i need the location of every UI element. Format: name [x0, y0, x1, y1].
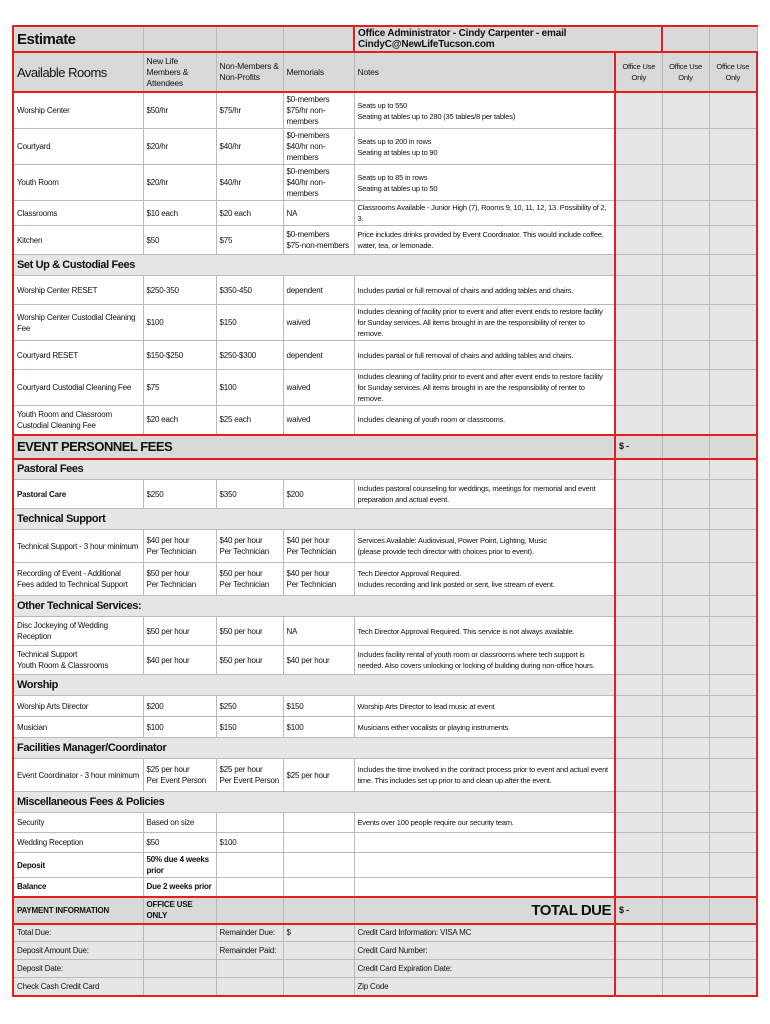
fee-nonmembers-cell: $50 per hour Per Technician	[216, 563, 283, 596]
office-use-only-label: OFFICE USE ONLY	[143, 897, 216, 924]
total-due-label: TOTAL DUE	[354, 897, 615, 924]
fee-row	[13, 341, 757, 370]
fee-nonmembers-cell: $25 per hour Per Event Person	[216, 759, 283, 792]
payment-row-4	[13, 978, 757, 996]
fee-row	[13, 696, 757, 717]
fee-notes-cell: Classrooms Available - Junior High (7), Rooms 9, 10, 11, 12, 13. Possibility of 2, 3.	[354, 201, 615, 226]
fee-notes-cell	[354, 833, 615, 853]
fee-members-cell: $40 per hour	[143, 646, 216, 675]
total-due-amount: $ -	[615, 897, 662, 924]
payment-header-row	[13, 897, 757, 924]
fee-name-cell: Worship Center RESET	[13, 276, 143, 305]
total-due-field[interactable]: Total Due:	[13, 924, 143, 942]
fee-nonmembers-cell: $50 per hour	[216, 617, 283, 646]
fee-memorials-cell: waived	[283, 370, 354, 406]
fee-members-cell: $50/hr	[143, 92, 216, 129]
fee-row	[13, 617, 757, 646]
fee-memorials-cell: $40 per hour Per Technician	[283, 530, 354, 563]
office-use-cell-2[interactable]	[662, 717, 709, 738]
col-members: New Life Members & Attendees	[143, 52, 216, 92]
office-use-cell-1[interactable]	[615, 878, 662, 897]
facilities-heading: Facilities Manager/Coordinator	[13, 738, 615, 759]
facilities-heading-row	[13, 738, 757, 759]
fee-nonmembers-cell: $40/hr	[216, 129, 283, 165]
office-use-cell-1[interactable]	[615, 370, 662, 406]
fee-notes-cell: Price includes drinks provided by Event Coordinator. This would include coffee, water, tea, or lemonade.	[354, 226, 615, 255]
office-use-cell-2[interactable]	[662, 878, 709, 897]
office-use-cell-3[interactable]	[709, 617, 757, 646]
fee-memorials-cell	[283, 853, 354, 878]
fee-notes-cell: Includes cleaning of facility prior to event and after event ends to restore facility for Sunday services. All items brought in are the responsibility of renter to remove.	[354, 370, 615, 406]
deposit-amount-field[interactable]: Deposit Amount Due:	[13, 942, 143, 960]
office-use-cell-1[interactable]	[615, 717, 662, 738]
payment-method-options[interactable]: Check Cash Credit Card	[13, 978, 143, 996]
fee-notes-cell	[354, 878, 615, 897]
office-use-cell-3[interactable]	[709, 563, 757, 596]
fee-memorials-cell: $0-members $40/hr non-members	[283, 129, 354, 165]
misc-heading-row	[13, 792, 757, 813]
fee-row	[13, 165, 757, 201]
col-office-use-2: Office Use Only	[662, 52, 709, 92]
office-use-cell-1[interactable]	[615, 696, 662, 717]
fee-name-cell: Youth Room and Classroom Custodial Cleaning Fee	[13, 406, 143, 435]
office-use-cell-2[interactable]	[662, 563, 709, 596]
office-use-cell-3[interactable]	[709, 92, 757, 129]
fee-nonmembers-cell: $25 each	[216, 406, 283, 435]
rooms-section	[13, 92, 757, 255]
fee-nonmembers-cell: $100	[216, 370, 283, 406]
fee-nonmembers-cell: $20 each	[216, 201, 283, 226]
fee-name-cell: Balance	[13, 878, 143, 897]
fee-memorials-cell: $0-members $40/hr non-members	[283, 165, 354, 201]
fee-memorials-cell	[283, 878, 354, 897]
office-use-cell-3[interactable]	[709, 129, 757, 165]
fee-name-cell: Worship Center	[13, 92, 143, 129]
fee-memorials-cell: $150	[283, 696, 354, 717]
office-use-cell-3[interactable]	[709, 406, 757, 435]
office-use-cell-3[interactable]	[709, 646, 757, 675]
office-use-cell-1[interactable]	[615, 617, 662, 646]
personnel-row	[13, 435, 757, 459]
office-use-cell-2[interactable]	[662, 276, 709, 305]
fee-notes-cell: Seats up to 550 Seating at tables up to 280 (35 tables/8 per tables)	[354, 92, 615, 129]
fee-row	[13, 530, 757, 563]
fee-notes-cell	[354, 853, 615, 878]
office-use-cell-3[interactable]	[709, 853, 757, 878]
office-use-cell-1[interactable]	[615, 92, 662, 129]
office-use-cell-3[interactable]	[709, 759, 757, 792]
estimate-sheet	[12, 25, 756, 997]
fee-name-cell: Deposit	[13, 853, 143, 878]
fee-notes-cell: Musicians either vocalists or playing instruments	[354, 717, 615, 738]
office-use-cell-2[interactable]	[662, 165, 709, 201]
fee-members-cell: $200	[143, 696, 216, 717]
technical-section	[13, 530, 757, 596]
office-use-cell-1[interactable]	[615, 226, 662, 255]
other-tech-section	[13, 617, 757, 675]
fee-row	[13, 833, 757, 853]
fee-row	[13, 226, 757, 255]
fee-row	[13, 646, 757, 675]
payment-row-1	[13, 924, 757, 942]
fee-name-cell: Disc Jockeying of Wedding Reception	[13, 617, 143, 646]
worship-section	[13, 696, 757, 738]
fee-members-cell: $40 per hour Per Technician	[143, 530, 216, 563]
fee-name-cell: Pastoral Care	[13, 480, 143, 509]
title-row	[13, 26, 757, 52]
fee-nonmembers-cell	[216, 878, 283, 897]
fee-members-cell: $50	[143, 833, 216, 853]
estimate-table	[12, 25, 758, 997]
column-header-row	[13, 52, 757, 92]
fee-row	[13, 305, 757, 341]
fee-notes-cell: Worship Arts Director to lead music at event	[354, 696, 615, 717]
pastoral-section	[13, 480, 757, 509]
office-use-cell-1[interactable]	[615, 759, 662, 792]
fee-memorials-cell: NA	[283, 201, 354, 226]
fee-name-cell: Kitchen	[13, 226, 143, 255]
office-use-cell-1[interactable]	[615, 341, 662, 370]
office-use-cell-3[interactable]	[709, 305, 757, 341]
worship-heading: Worship	[13, 675, 615, 696]
office-admin-contact: Office Administrator - Cindy Carpenter - email CindyC@NewLifeTucson.com	[354, 26, 662, 52]
fee-name-cell: Recording of Event - Additional Fees added to Technical Support	[13, 563, 143, 596]
credit-card-info-field[interactable]: Credit Card Information: VISA MC	[354, 924, 615, 942]
misc-heading: Miscellaneous Fees & Policies	[13, 792, 615, 813]
other-tech-heading: Other Technical Services:	[13, 596, 615, 617]
fee-notes-cell: Events over 100 people require our security team.	[354, 813, 615, 833]
fee-memorials-cell: $40 per hour	[283, 646, 354, 675]
fee-nonmembers-cell: $250-$300	[216, 341, 283, 370]
fee-row	[13, 92, 757, 129]
col-office-use-3: Office Use Only	[709, 52, 757, 92]
office-use-cell-2[interactable]	[662, 853, 709, 878]
fee-memorials-cell	[283, 833, 354, 853]
fee-memorials-cell: NA	[283, 617, 354, 646]
fee-notes-cell: Includes partial or full removal of chairs and adding tables and chairs.	[354, 341, 615, 370]
fee-members-cell: $250	[143, 480, 216, 509]
setup-section	[13, 276, 757, 435]
office-use-cell-3[interactable]	[709, 833, 757, 853]
fee-members-cell: Based on size	[143, 813, 216, 833]
office-use-cell-1[interactable]	[615, 165, 662, 201]
office-use-cell-2[interactable]	[662, 226, 709, 255]
office-use-cell-2[interactable]	[662, 759, 709, 792]
remainder-paid-field[interactable]: Remainder Paid:	[216, 942, 283, 960]
other-tech-heading-row	[13, 596, 757, 617]
office-use-cell-1[interactable]	[615, 813, 662, 833]
fee-nonmembers-cell: $50 per hour	[216, 646, 283, 675]
office-use-cell-2[interactable]	[662, 341, 709, 370]
office-use-cell-1[interactable]	[615, 201, 662, 226]
deposit-date-field[interactable]: Deposit Date:	[13, 960, 143, 978]
fee-notes-cell: Includes partial or full removal of chairs and adding tables and chairs.	[354, 276, 615, 305]
fee-row	[13, 129, 757, 165]
col-memorials: Memorials	[283, 52, 354, 92]
fee-name-cell: Worship Center Custodial Cleaning Fee	[13, 305, 143, 341]
fee-row	[13, 878, 757, 897]
fee-memorials-cell: $0-members $75/hr non-members	[283, 92, 354, 129]
fee-name-cell: Security	[13, 813, 143, 833]
fee-notes-cell: Services Available: Audiovisual, Power Point, Lighting, Music (please provide tech director with choices prior to event).	[354, 530, 615, 563]
fee-name-cell: Youth Room	[13, 165, 143, 201]
fee-members-cell: 50% due 4 weeks prior	[143, 853, 216, 878]
fee-memorials-cell: waived	[283, 305, 354, 341]
fee-nonmembers-cell	[216, 813, 283, 833]
office-use-cell-2[interactable]	[662, 833, 709, 853]
event-personnel-heading: EVENT PERSONNEL FEES	[13, 435, 615, 459]
fee-nonmembers-cell: $40/hr	[216, 165, 283, 201]
fee-notes-cell: Includes the time involved in the contract process prior to event and actual event time. This includes set up prior to and clean up after the event.	[354, 759, 615, 792]
technical-heading: Technical Support	[13, 509, 615, 530]
fee-name-cell: Event Coordinator - 3 hour minimum	[13, 759, 143, 792]
office-use-cell-3[interactable]	[709, 165, 757, 201]
fee-memorials-cell: waived	[283, 406, 354, 435]
office-use-cell-1[interactable]	[615, 305, 662, 341]
payment-row-2	[13, 942, 757, 960]
office-use-cell-3[interactable]	[709, 530, 757, 563]
fee-nonmembers-cell: $100	[216, 833, 283, 853]
fee-notes-cell: Includes pastoral counseling for weddings, meetings for memorial and event preparation and actual event.	[354, 480, 615, 509]
office-use-cell-2[interactable]	[662, 201, 709, 226]
fee-notes-cell: Includes cleaning of youth room or classrooms.	[354, 406, 615, 435]
office-use-cell-2[interactable]	[662, 370, 709, 406]
fee-members-cell: $20/hr	[143, 129, 216, 165]
fee-memorials-cell	[283, 813, 354, 833]
office-use-cell-2[interactable]	[662, 813, 709, 833]
col-office-use-1: Office Use Only	[615, 52, 662, 92]
office-use-cell-1[interactable]	[615, 563, 662, 596]
fee-row	[13, 201, 757, 226]
fee-name-cell: Courtyard	[13, 129, 143, 165]
office-use-cell-3[interactable]	[709, 717, 757, 738]
office-use-cell-2[interactable]	[662, 305, 709, 341]
fee-members-cell: $20 each	[143, 406, 216, 435]
fee-row	[13, 853, 757, 878]
remainder-dollar: $	[283, 924, 354, 942]
fee-memorials-cell: $200	[283, 480, 354, 509]
fee-nonmembers-cell: $40 per hour Per Technician	[216, 530, 283, 563]
fee-memorials-cell: dependent	[283, 276, 354, 305]
setup-heading: Set Up & Custodial Fees	[13, 255, 615, 276]
fee-members-cell: $10 each	[143, 201, 216, 226]
office-use-cell-1[interactable]	[615, 276, 662, 305]
fee-notes-cell: Includes cleaning of facility prior to event and after event ends to restore facility for Sunday services. All items brought in are the responsibility of renter to remove.	[354, 305, 615, 341]
fee-members-cell: $25 per hour Per Event Person	[143, 759, 216, 792]
fee-notes-cell: Tech Director Approval Required. Includes recording and link posted or sent, live stream of event.	[354, 563, 615, 596]
payment-information-label: PAYMENT INFORMATION	[13, 897, 143, 924]
fee-row	[13, 370, 757, 406]
office-use-cell-2[interactable]	[662, 129, 709, 165]
office-use-cell-3[interactable]	[709, 480, 757, 509]
fee-members-cell: $100	[143, 717, 216, 738]
fee-name-cell: Classrooms	[13, 201, 143, 226]
fee-row	[13, 563, 757, 596]
office-use-cell-3[interactable]	[709, 370, 757, 406]
fee-members-cell: Due 2 weeks prior	[143, 878, 216, 897]
estimate-title: Estimate	[13, 26, 143, 52]
personnel-amount: $ -	[615, 435, 662, 459]
fee-members-cell: $75	[143, 370, 216, 406]
fee-notes-cell: Includes facility rental of youth room or classrooms where tech support is needed. Also covers unlocking or locking of building during non-office hours.	[354, 646, 615, 675]
office-use-cell-3[interactable]	[709, 341, 757, 370]
office-use-cell-1[interactable]	[615, 833, 662, 853]
fee-members-cell: $250-350	[143, 276, 216, 305]
fee-memorials-cell: $25 per hour	[283, 759, 354, 792]
office-use-cell-3[interactable]	[709, 696, 757, 717]
fee-notes-cell: Seats up to 85 in rows Seating at tables up to 50	[354, 165, 615, 201]
credit-card-number-field[interactable]: Credit Card Number:	[354, 942, 615, 960]
fee-notes-cell: Seats up to 200 in rows Seating at tables up to 90	[354, 129, 615, 165]
office-use-cell-1[interactable]	[615, 853, 662, 878]
fee-nonmembers-cell: $75	[216, 226, 283, 255]
office-use-cell-1[interactable]	[615, 646, 662, 675]
fee-row	[13, 480, 757, 509]
credit-card-expiration-field[interactable]: Credit Card Expiration Date:	[354, 960, 615, 978]
fee-members-cell: $50 per hour	[143, 617, 216, 646]
office-use-cell-3[interactable]	[709, 226, 757, 255]
fee-members-cell: $150-$250	[143, 341, 216, 370]
office-use-cell-2[interactable]	[662, 92, 709, 129]
fee-row	[13, 717, 757, 738]
technical-heading-row	[13, 509, 757, 530]
office-use-cell-1[interactable]	[615, 480, 662, 509]
fee-memorials-cell: $100	[283, 717, 354, 738]
fee-nonmembers-cell	[216, 853, 283, 878]
office-use-cell-2[interactable]	[662, 646, 709, 675]
office-use-cell-3[interactable]	[709, 201, 757, 226]
office-use-cell-2[interactable]	[662, 617, 709, 646]
fee-name-cell: Musician	[13, 717, 143, 738]
remainder-due-field[interactable]: Remainder Due:	[216, 924, 283, 942]
fee-memorials-cell: dependent	[283, 341, 354, 370]
pastoral-heading-row	[13, 459, 757, 480]
fee-name-cell: Courtyard RESET	[13, 341, 143, 370]
fee-nonmembers-cell: $350-450	[216, 276, 283, 305]
fee-nonmembers-cell: $350	[216, 480, 283, 509]
fee-nonmembers-cell: $75/hr	[216, 92, 283, 129]
fee-name-cell: Technical Support Youth Room & Classrooms	[13, 646, 143, 675]
fee-notes-cell: Tech Director Approval Required. This service is not always available.	[354, 617, 615, 646]
office-use-cell-3[interactable]	[709, 878, 757, 897]
fee-row	[13, 813, 757, 833]
col-available-rooms: Available Rooms	[13, 52, 143, 92]
office-use-cell-1[interactable]	[615, 406, 662, 435]
zip-code-field[interactable]: Zip Code	[354, 978, 615, 996]
fee-row	[13, 759, 757, 792]
worship-heading-row	[13, 675, 757, 696]
fee-memorials-cell: $0-members $75-non-members	[283, 226, 354, 255]
col-notes: Notes	[354, 52, 615, 92]
facilities-section	[13, 759, 757, 792]
office-use-cell-3[interactable]	[709, 813, 757, 833]
fee-row	[13, 406, 757, 435]
misc-section	[13, 813, 757, 897]
fee-name-cell: Courtyard Custodial Cleaning Fee	[13, 370, 143, 406]
office-use-cell-2[interactable]	[662, 530, 709, 563]
fee-nonmembers-cell: $250	[216, 696, 283, 717]
payment-row-3	[13, 960, 757, 978]
fee-name-cell: Technical Support - 3 hour minimum	[13, 530, 143, 563]
fee-nonmembers-cell: $150	[216, 305, 283, 341]
fee-row	[13, 276, 757, 305]
fee-members-cell: $100	[143, 305, 216, 341]
fee-nonmembers-cell: $150	[216, 717, 283, 738]
office-use-cell-3[interactable]	[709, 276, 757, 305]
fee-members-cell: $50	[143, 226, 216, 255]
office-use-cell-2[interactable]	[662, 696, 709, 717]
fee-name-cell: Worship Arts Director	[13, 696, 143, 717]
office-use-cell-1[interactable]	[615, 530, 662, 563]
office-use-cell-2[interactable]	[662, 406, 709, 435]
setup-heading-row	[13, 255, 757, 276]
col-nonmembers: Non-Members & Non-Profits	[216, 52, 283, 92]
fee-memorials-cell: $40 per hour Per Technician	[283, 563, 354, 596]
pastoral-heading: Pastoral Fees	[13, 459, 615, 480]
office-use-cell-2[interactable]	[662, 480, 709, 509]
office-use-cell-1[interactable]	[615, 129, 662, 165]
fee-members-cell: $50 per hour Per Technician	[143, 563, 216, 596]
fee-name-cell: Wedding Reception	[13, 833, 143, 853]
fee-members-cell: $20/hr	[143, 165, 216, 201]
